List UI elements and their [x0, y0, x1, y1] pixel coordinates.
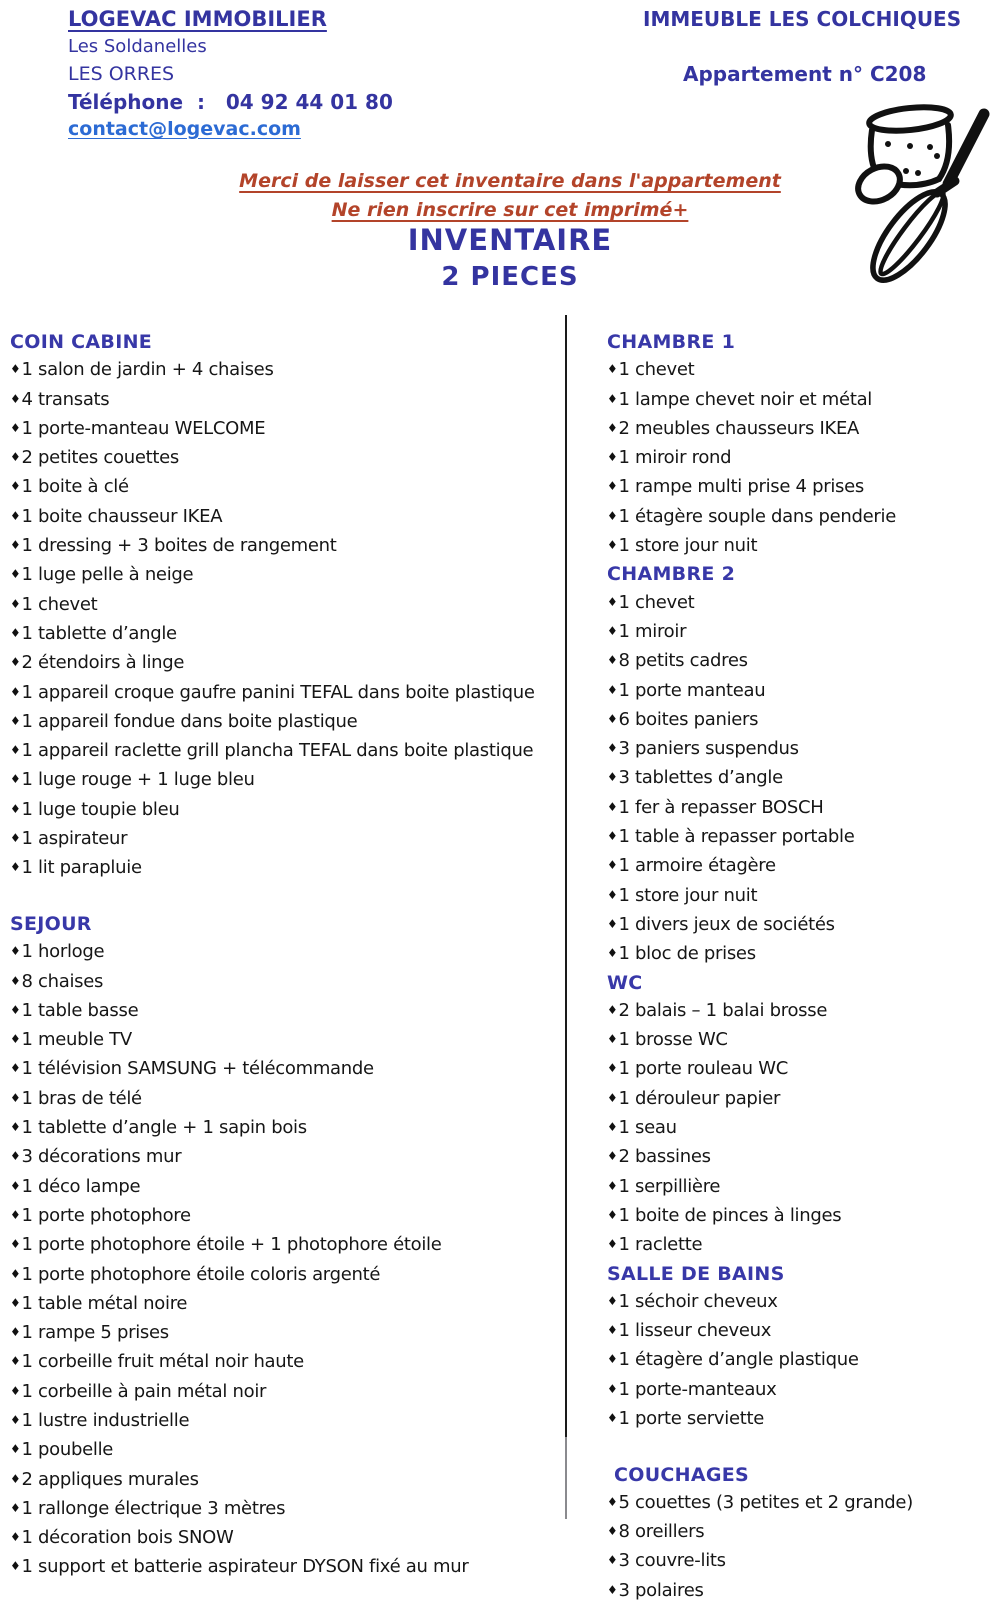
- inventory-item: [607, 706, 995, 735]
- diamond-bullet-icon: ♦: [607, 799, 618, 814]
- item-text: 1 porte photophore étoile coloris argenté: [21, 1263, 381, 1285]
- building-name: IMMEUBLE LES COLCHIQUES: [643, 7, 962, 31]
- inventory-item: [10, 591, 562, 620]
- inventory-item: [10, 1378, 562, 1407]
- item-text: 1 étagère souple dans penderie: [618, 505, 896, 527]
- inventory-item: [607, 823, 995, 852]
- diamond-bullet-icon: ♦: [607, 829, 618, 844]
- diamond-bullet-icon: ♦: [10, 1559, 21, 1574]
- diamond-bullet-icon: ♦: [607, 594, 618, 609]
- diamond-bullet-icon: ♦: [10, 1002, 21, 1017]
- diamond-bullet-icon: ♦: [607, 741, 618, 756]
- inventory-item: [607, 1577, 995, 1606]
- inventory-section: [607, 1462, 995, 1606]
- diamond-bullet-icon: ♦: [607, 538, 618, 553]
- diamond-bullet-icon: ♦: [607, 1582, 618, 1597]
- section-heading: WC: [607, 971, 643, 994]
- item-text: 1 chevet: [618, 591, 695, 613]
- email-link[interactable]: contact@logevac.com: [68, 118, 301, 140]
- item-text: 1 meuble TV: [21, 1029, 132, 1051]
- inventory-section: [10, 911, 562, 1583]
- diamond-bullet-icon: ♦: [10, 944, 21, 959]
- item-text: 5 couettes (3 petites et 2 grande): [618, 1491, 913, 1513]
- diamond-bullet-icon: ♦: [10, 1325, 21, 1340]
- inventory-item: [10, 532, 562, 561]
- item-text: 1 porte photophore étoile + 1 photophore étoile: [21, 1234, 442, 1256]
- diamond-bullet-icon: ♦: [607, 508, 618, 523]
- inventory-item: [10, 1524, 562, 1553]
- diamond-bullet-icon: ♦: [607, 1323, 618, 1338]
- item-text: 2 étendoirs à linge: [21, 652, 185, 674]
- diamond-bullet-icon: ♦: [607, 711, 618, 726]
- diamond-bullet-icon: ♦: [10, 1471, 21, 1486]
- inventory-item: [607, 1376, 995, 1405]
- item-text: 1 porte-manteaux: [618, 1378, 777, 1400]
- inventory-item: [607, 1026, 995, 1055]
- inventory-item: [607, 794, 995, 823]
- inventory-item: [10, 386, 562, 415]
- inventory-item: [607, 882, 995, 911]
- inventory-item: [10, 1173, 562, 1202]
- diamond-bullet-icon: ♦: [10, 1207, 21, 1222]
- inventory-item: [10, 825, 562, 854]
- item-text: 1 aspirateur: [21, 828, 128, 850]
- inventory-item: [10, 679, 562, 708]
- item-text: 4 transats: [21, 388, 110, 410]
- inventory-item: [10, 796, 562, 825]
- item-text: 1 chevet: [21, 593, 98, 615]
- inventory-item: [10, 561, 562, 590]
- item-text: 1 appareil croque gaufre panini TEFAL dans boite plastique: [21, 681, 535, 703]
- inventory-item: [10, 356, 562, 385]
- inventory-item: [607, 1143, 995, 1172]
- inventory-item: [10, 708, 562, 737]
- item-text: 1 divers jeux de sociétés: [618, 913, 835, 935]
- item-text: 1 luge pelle à neige: [21, 564, 194, 586]
- inventory-item: [10, 649, 562, 678]
- inventory-item: [10, 1114, 562, 1143]
- diamond-bullet-icon: ♦: [607, 623, 618, 638]
- diamond-bullet-icon: ♦: [607, 887, 618, 902]
- diamond-bullet-icon: ♦: [10, 1237, 21, 1252]
- inventory-item: [10, 503, 562, 532]
- diamond-bullet-icon: ♦: [10, 1061, 21, 1076]
- item-text: 1 dressing + 3 boites de rangement: [21, 535, 337, 557]
- inventory-item: [607, 618, 995, 647]
- diamond-bullet-icon: ♦: [10, 1032, 21, 1047]
- item-text: 1 table à repasser portable: [618, 826, 855, 848]
- item-text: 2 balais – 1 balai brosse: [618, 999, 828, 1021]
- inventory-item: [607, 997, 995, 1026]
- diamond-bullet-icon: ♦: [10, 479, 21, 494]
- diamond-bullet-icon: ♦: [10, 1266, 21, 1281]
- item-text: 1 store jour nuit: [618, 535, 758, 557]
- diamond-bullet-icon: ♦: [10, 538, 21, 553]
- diamond-bullet-icon: ♦: [10, 1500, 21, 1515]
- diamond-bullet-icon: ♦: [10, 567, 21, 582]
- inventory-item: [10, 1407, 562, 1436]
- inventory-item: [10, 473, 562, 502]
- inventory-item: [10, 620, 562, 649]
- diamond-bullet-icon: ♦: [607, 420, 618, 435]
- item-text: 1 rallonge électrique 3 mètres: [21, 1497, 286, 1519]
- inventory-item: [10, 1143, 562, 1172]
- item-text: 1 bloc de prises: [618, 943, 756, 965]
- inventory-item: [10, 1466, 562, 1495]
- inventory-section: [607, 561, 995, 969]
- inventory-item: [607, 764, 995, 793]
- inventory-item: [10, 1055, 562, 1084]
- item-text: 1 rampe multi prise 4 prises: [618, 476, 864, 498]
- inventory-item: [607, 677, 995, 706]
- item-text: 1 table basse: [21, 999, 139, 1021]
- diamond-bullet-icon: ♦: [10, 625, 21, 640]
- inventory-item: [607, 1489, 995, 1518]
- item-text: 1 boite de pinces à linges: [618, 1204, 842, 1226]
- inventory-item: [607, 1518, 995, 1547]
- item-text: 3 polaires: [618, 1579, 704, 1601]
- diamond-bullet-icon: ♦: [10, 743, 21, 758]
- diamond-bullet-icon: ♦: [10, 973, 21, 988]
- inventory-column-left: [10, 329, 562, 1583]
- diamond-bullet-icon: ♦: [10, 801, 21, 816]
- item-text: 3 décorations mur: [21, 1146, 182, 1168]
- inventory-item: [10, 444, 562, 473]
- diamond-bullet-icon: ♦: [10, 1354, 21, 1369]
- item-text: 1 poubelle: [21, 1439, 114, 1461]
- inventory-item: [10, 1261, 562, 1290]
- item-text: 1 store jour nuit: [618, 884, 758, 906]
- inventory-item: [607, 1405, 995, 1434]
- inventory-item: [607, 1114, 995, 1143]
- item-text: 1 porte rouleau WC: [618, 1058, 788, 1080]
- item-text: 8 petits cadres: [618, 650, 748, 672]
- bowl-egg-whisk-icon: [838, 92, 998, 300]
- item-text: 2 meubles chausseurs IKEA: [618, 417, 860, 439]
- inventory-item: [10, 997, 562, 1026]
- item-text: 1 fer à repasser BOSCH: [618, 796, 824, 818]
- inventory-item: [10, 1495, 562, 1524]
- diamond-bullet-icon: ♦: [10, 1530, 21, 1545]
- item-text: 1 miroir: [618, 620, 687, 642]
- diamond-bullet-icon: ♦: [607, 1178, 618, 1193]
- inventory-item: [607, 1317, 995, 1346]
- item-text: 1 rampe 5 prises: [21, 1322, 169, 1344]
- item-text: 1 luge rouge + 1 luge bleu: [21, 769, 255, 791]
- diamond-bullet-icon: ♦: [607, 1032, 618, 1047]
- diamond-bullet-icon: ♦: [607, 916, 618, 931]
- column-divider-tail: [565, 1437, 567, 1519]
- diamond-bullet-icon: ♦: [10, 684, 21, 699]
- diamond-bullet-icon: ♦: [10, 362, 21, 377]
- inventory-item: [607, 647, 995, 676]
- inventory-item: [10, 1231, 562, 1260]
- diamond-bullet-icon: ♦: [607, 1524, 618, 1539]
- inventory-section: [607, 329, 995, 561]
- item-text: 1 porte manteau: [618, 679, 766, 701]
- section-heading: CHAMBRE 1: [607, 331, 736, 353]
- inventory-item: [607, 503, 995, 532]
- diamond-bullet-icon: ♦: [607, 1237, 618, 1252]
- diamond-bullet-icon: ♦: [607, 1090, 618, 1105]
- section-heading: COUCHAGES: [614, 1463, 750, 1486]
- item-text: 1 luge toupie bleu: [21, 798, 180, 820]
- inventory-item: [607, 415, 995, 444]
- item-text: 1 raclette: [618, 1234, 703, 1256]
- inventory-item: [10, 1319, 562, 1348]
- inventory-item: [607, 532, 995, 561]
- diamond-bullet-icon: ♦: [10, 596, 21, 611]
- diamond-bullet-icon: ♦: [607, 1553, 618, 1568]
- item-text: 3 couvre-lits: [618, 1550, 726, 1572]
- diamond-bullet-icon: ♦: [10, 450, 21, 465]
- residence-name: Les Soldanelles: [68, 36, 207, 57]
- item-text: 1 décoration bois SNOW: [21, 1527, 234, 1549]
- item-text: 1 dérouleur papier: [618, 1087, 781, 1109]
- inventory-item: [607, 444, 995, 473]
- item-text: 1 déco lampe: [21, 1175, 141, 1197]
- section-heading: CHAMBRE 2: [607, 563, 736, 586]
- diamond-bullet-icon: ♦: [607, 362, 618, 377]
- inventory-item: [607, 852, 995, 881]
- diamond-bullet-icon: ♦: [607, 682, 618, 697]
- inventory-item: [607, 1231, 995, 1260]
- diamond-bullet-icon: ♦: [607, 1381, 618, 1396]
- diamond-bullet-icon: ♦: [607, 1002, 618, 1017]
- column-divider: [565, 315, 567, 1437]
- item-text: 1 chevet: [618, 359, 695, 381]
- notice-line-2: Ne rien inscrire sur cet imprimé+: [331, 199, 689, 221]
- item-text: 1 porte photophore: [21, 1204, 191, 1226]
- item-text: 1 tablette d’angle: [21, 622, 177, 644]
- inventory-item: [607, 735, 995, 764]
- diamond-bullet-icon: ♦: [607, 391, 618, 406]
- inventory-section: [607, 970, 995, 1261]
- inventory-item: [10, 1202, 562, 1231]
- diamond-bullet-icon: ♦: [10, 1178, 21, 1193]
- item-text: 1 bras de télé: [21, 1087, 142, 1109]
- item-text: 1 miroir rond: [618, 447, 732, 469]
- inventory-item: [607, 1288, 995, 1317]
- inventory-item: [10, 1436, 562, 1465]
- inventory-item: [607, 589, 995, 618]
- inventory-item: [10, 1348, 562, 1377]
- inventory-item: [10, 737, 562, 766]
- item-text: 1 support et batterie aspirateur DYSON fixé au mur: [21, 1556, 469, 1578]
- diamond-bullet-icon: ♦: [10, 1295, 21, 1310]
- document-title: INVENTAIRE: [407, 223, 613, 257]
- inventory-item: [10, 415, 562, 444]
- inventory-item: [607, 1055, 995, 1084]
- item-text: 6 boites paniers: [618, 708, 759, 730]
- section-heading: COIN CABINE: [10, 331, 153, 353]
- inventory-item: [607, 1202, 995, 1231]
- item-text: 1 appareil raclette grill plancha TEFAL dans boite plastique: [21, 740, 534, 762]
- inventory-item: [10, 938, 562, 967]
- diamond-bullet-icon: ♦: [10, 713, 21, 728]
- inventory-item: [10, 854, 562, 883]
- item-text: 1 porte serviette: [618, 1407, 765, 1429]
- item-text: 1 armoire étagère: [618, 855, 776, 877]
- item-text: 1 seau: [618, 1117, 677, 1139]
- item-text: 1 corbeille fruit métal noir haute: [21, 1351, 304, 1373]
- inventory-section: [10, 329, 562, 884]
- diamond-bullet-icon: ♦: [10, 391, 21, 406]
- inventory-item: [10, 1026, 562, 1055]
- item-text: 1 brosse WC: [618, 1029, 728, 1051]
- diamond-bullet-icon: ♦: [607, 1120, 618, 1135]
- phone-line: Téléphone : 04 92 44 01 80: [68, 90, 393, 114]
- section-heading: SEJOUR: [10, 912, 92, 935]
- inventory-item: [607, 386, 995, 415]
- inventory-column-right: [607, 329, 995, 1606]
- diamond-bullet-icon: ♦: [10, 508, 21, 523]
- diamond-bullet-icon: ♦: [607, 1293, 618, 1308]
- diamond-bullet-icon: ♦: [607, 450, 618, 465]
- item-text: 2 appliques murales: [21, 1468, 199, 1490]
- item-text: 1 table métal noire: [21, 1292, 188, 1314]
- section-heading: SALLE DE BAINS: [607, 1262, 785, 1285]
- diamond-bullet-icon: ♦: [10, 1383, 21, 1398]
- inventory-item: [607, 1547, 995, 1576]
- diamond-bullet-icon: ♦: [10, 1120, 21, 1135]
- item-text: 1 porte-manteau WELCOME: [21, 417, 266, 439]
- item-text: 3 tablettes d’angle: [618, 767, 783, 789]
- item-text: 1 boite chausseur IKEA: [21, 505, 223, 527]
- item-text: 1 serpillière: [618, 1175, 721, 1197]
- item-text: 1 télévision SAMSUNG + télécommande: [21, 1058, 374, 1080]
- item-text: 1 lisseur cheveux: [618, 1320, 772, 1342]
- diamond-bullet-icon: ♦: [607, 1410, 618, 1425]
- company-name: LOGEVAC IMMOBILIER: [68, 7, 327, 31]
- inventory-item: [10, 766, 562, 795]
- item-text: 8 oreillers: [618, 1521, 705, 1543]
- inventory-item: [607, 356, 995, 385]
- diamond-bullet-icon: ♦: [607, 479, 618, 494]
- item-text: 1 étagère d’angle plastique: [618, 1349, 859, 1371]
- inventory-item: [10, 1553, 562, 1582]
- diamond-bullet-icon: ♦: [607, 653, 618, 668]
- item-text: 2 petites couettes: [21, 447, 179, 469]
- inventory-item: [607, 1173, 995, 1202]
- diamond-bullet-icon: ♦: [607, 1061, 618, 1076]
- item-text: 1 horloge: [21, 941, 105, 963]
- diamond-bullet-icon: ♦: [607, 1207, 618, 1222]
- item-text: 1 lit parapluie: [21, 857, 142, 879]
- city-name: LES ORRES: [68, 63, 175, 85]
- diamond-bullet-icon: ♦: [10, 1412, 21, 1427]
- inventory-item: [607, 1346, 995, 1375]
- document-subtitle: 2 PIECES: [441, 262, 579, 292]
- item-text: 1 corbeille à pain métal noir: [21, 1380, 267, 1402]
- diamond-bullet-icon: ♦: [10, 420, 21, 435]
- diamond-bullet-icon: ♦: [607, 1149, 618, 1164]
- item-text: 1 tablette d’angle + 1 sapin bois: [21, 1117, 307, 1139]
- inventory-item: [607, 1085, 995, 1114]
- item-text: 1 lampe chevet noir et métal: [618, 388, 873, 410]
- diamond-bullet-icon: ♦: [10, 1090, 21, 1105]
- inventory-item: [607, 940, 995, 969]
- inventory-item: [607, 911, 995, 940]
- inventory-section: [607, 1261, 995, 1435]
- inventory-item: [10, 1085, 562, 1114]
- diamond-bullet-icon: ♦: [10, 1442, 21, 1457]
- item-text: 2 bassines: [618, 1146, 711, 1168]
- item-text: 1 salon de jardin + 4 chaises: [21, 359, 274, 381]
- diamond-bullet-icon: ♦: [10, 655, 21, 670]
- diamond-bullet-icon: ♦: [607, 946, 618, 961]
- notice-line-1: Merci de laisser cet inventaire dans l'appartement: [239, 170, 781, 192]
- diamond-bullet-icon: ♦: [607, 858, 618, 873]
- inventory-item: [607, 473, 995, 502]
- diamond-bullet-icon: ♦: [607, 770, 618, 785]
- item-text: 1 appareil fondue dans boite plastique: [21, 710, 358, 732]
- item-text: 1 séchoir cheveux: [618, 1290, 778, 1312]
- inventory-item: [10, 968, 562, 997]
- item-text: 3 paniers suspendus: [618, 738, 799, 760]
- diamond-bullet-icon: ♦: [10, 772, 21, 787]
- diamond-bullet-icon: ♦: [10, 1149, 21, 1164]
- diamond-bullet-icon: ♦: [10, 860, 21, 875]
- diamond-bullet-icon: ♦: [10, 831, 21, 846]
- item-text: 1 boite à clé: [21, 476, 129, 498]
- item-text: 8 chaises: [21, 970, 104, 992]
- diamond-bullet-icon: ♦: [607, 1494, 618, 1509]
- apartment-number: Appartement n° C208: [683, 62, 927, 86]
- diamond-bullet-icon: ♦: [607, 1352, 618, 1367]
- inventory-item: [10, 1290, 562, 1319]
- item-text: 1 lustre industrielle: [21, 1409, 190, 1431]
